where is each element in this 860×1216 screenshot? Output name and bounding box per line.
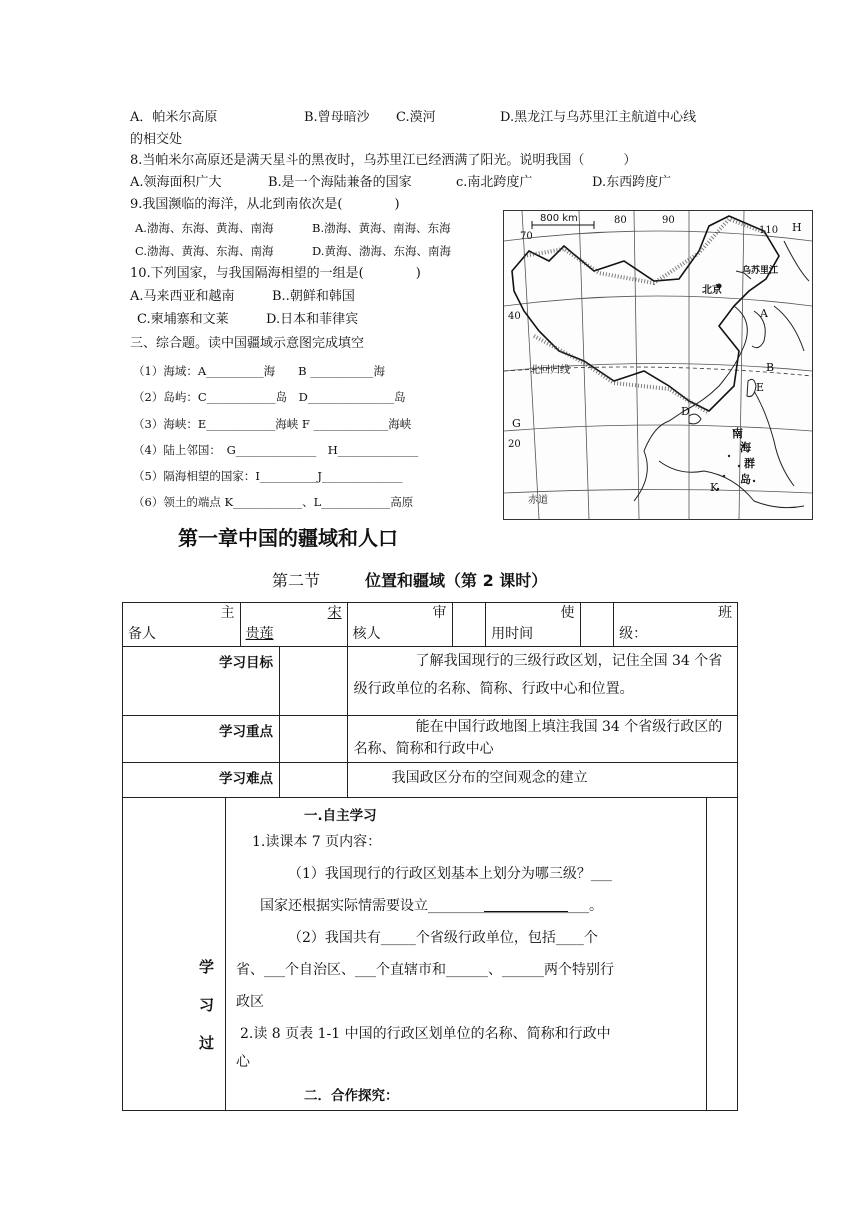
section3-item-4: （4）陆上邻国： G______________ H______________ xyxy=(133,443,419,457)
process-line-1: 1.读课本 7 页内容： xyxy=(252,834,382,850)
use-time-value-cell xyxy=(580,603,614,647)
q8-option-c: c.南北跨度广 xyxy=(456,175,533,190)
use-time-label-cell: 使 用时间 xyxy=(486,603,580,647)
preparer-label-cell: 主 备人 xyxy=(123,603,241,647)
process-line-7: 2.读 8 页表 1-1 中国的行政区划单位的名称、简称和行政中 xyxy=(240,1026,611,1042)
map-lon-70: 70 xyxy=(520,231,533,242)
reviewer-label-cell: 审 核人 xyxy=(347,603,452,647)
map-lon-110: 110 xyxy=(759,225,779,236)
map-scale-label: 800 km xyxy=(540,213,578,224)
q7-option-c: C.漠河 xyxy=(396,110,436,125)
q10-option-c: C.柬埔寨和文莱 xyxy=(137,312,229,327)
q10-option-b: B..朝鲜和韩国 xyxy=(272,289,355,304)
goal-row xyxy=(123,647,738,716)
q8-stem: 8.当帕米尔高原还是满天星斗的黑夜时，乌苏里江已经洒满了阳光。说明我国（ ） xyxy=(130,153,637,168)
hainan-island xyxy=(689,414,701,424)
process-side-label: 学 习 过 xyxy=(123,798,226,1110)
process-line-5: 省、___个自治区、___个直辖市和______、______两个特别行 xyxy=(236,962,614,978)
q10-option-a: A.马来西亚和越南 xyxy=(130,289,235,304)
difficulty-text-cell: 我国政区分布的空间观念的建立 xyxy=(347,763,737,798)
map-label-dao: 岛 xyxy=(740,473,751,486)
section3-heading: 三、综合题。读中国疆域示意图完成填空 xyxy=(130,336,365,351)
q10-stem: 10.下列国家，与我国隔海相望的一组是( ) xyxy=(130,266,421,281)
reviewer-name-cell xyxy=(452,603,486,647)
class-cell: 班 级： xyxy=(614,603,738,647)
map-label-g: G xyxy=(512,417,521,430)
map-label-tropic: 北回归线 xyxy=(530,365,570,376)
process-cell xyxy=(123,798,738,1111)
lesson-plan-table xyxy=(122,602,738,1111)
q7-option-d-cont: 的相交处 xyxy=(130,132,183,147)
map-label-d: D xyxy=(681,405,690,418)
process-line-3: 国家还根据实际情需要设立_______________________。 xyxy=(260,898,603,914)
key-row xyxy=(123,716,738,763)
section3-item-6: （6）领土的端点 K____________、L____________高原 xyxy=(133,495,414,509)
q7-option-b: B.曾母暗沙 xyxy=(304,110,370,125)
goal-text-cell: 了解我国现行的三级行政区划，记住全国 34 个省 级行政单位的名称、简称、行政中心和位置。 xyxy=(347,647,737,716)
process-row xyxy=(123,798,738,1111)
map-label-h: H xyxy=(792,221,802,234)
process-line-8: 心 xyxy=(236,1054,250,1070)
q10-option-d: D.日本和菲律宾 xyxy=(266,312,359,327)
chapter-title: 第一章中国的疆域和人口 xyxy=(178,526,398,550)
process-content xyxy=(226,798,707,1110)
map-label-qun: 群 xyxy=(744,457,755,470)
q9-stem: 9.我国濒临的海洋，从北到南依次是( ) xyxy=(130,197,400,212)
china-border xyxy=(512,216,779,411)
q8-option-b: B.是一个海陆兼备的国家 xyxy=(268,175,412,190)
section3-item-3: （3）海峡：E____________海峡 F _____________海峡 xyxy=(133,417,412,431)
process-line-2: （1）我国现行的行政区划基本上划分为哪三级？___ xyxy=(288,866,612,882)
map-label-a: A xyxy=(760,307,768,320)
section3-item-5: （5）隔海相望的国家：I__________J______________ xyxy=(133,469,403,483)
process-line-4: （2）我国共有_____个省级行政单位，包括____个 xyxy=(288,930,598,946)
section3-item-2: （2）岛屿：C____________岛 D_______________岛 xyxy=(133,390,406,404)
china-territory-map xyxy=(503,210,813,520)
key-label-cell: 学习重点 xyxy=(123,716,348,763)
map-label-e: E xyxy=(756,381,765,394)
map-label-k: K xyxy=(710,481,719,494)
section3-item-1: （1）海域：A__________海 B ___________海 xyxy=(133,364,385,378)
key-text-cell: 能在中国行政地图上填注我国 34 个省级行政区的 名称、简称和行政中心 xyxy=(347,716,737,763)
taiwan-island xyxy=(747,379,756,396)
border-hatching xyxy=(524,219,766,413)
goal-label-cell: 学习目标 xyxy=(123,647,348,716)
difficulty-label-cell: 学习难点 xyxy=(123,763,348,798)
map-label-b: B xyxy=(766,361,775,374)
process-line-6: 政区 xyxy=(236,994,264,1010)
q9-option-d: D.黄海、渤海、东海、南海 xyxy=(312,244,451,258)
map-lon-80: 80 xyxy=(614,215,627,226)
process-right-column xyxy=(707,798,737,1110)
q9-option-c: C.渤海、黄海、东海、南海 xyxy=(135,244,274,258)
map-lat-20: 20 xyxy=(508,439,521,450)
lesson-title: 位置和疆域（第 2 课时） xyxy=(365,571,548,590)
map-label-hai: 海 xyxy=(740,441,751,454)
q8-option-d: D.东西跨度广 xyxy=(592,175,672,190)
cooperation-heading: 二．合作探究： xyxy=(304,1088,399,1104)
q8-option-a: A.领海面积广大 xyxy=(130,175,222,190)
map-label-nan: 南 xyxy=(732,427,743,440)
q7-option-d: D.黑龙江与乌苏里江主航道中心线 xyxy=(500,110,697,125)
preparer-name-cell: 宋 贵莲 xyxy=(240,603,347,647)
section-number: 第二节 xyxy=(272,571,321,590)
q7-option-a: A．帕米尔高原 xyxy=(130,110,218,125)
map-label-wusuli: 乌苏里江 xyxy=(742,266,779,276)
q9-option-a: A.渤海、东海、黄海、南海 xyxy=(135,221,274,235)
map-label-beijing: 北京 xyxy=(702,285,722,296)
q9-option-b: B.渤海、黄海、南海、东海 xyxy=(312,221,451,235)
self-study-heading: 一.自主学习 xyxy=(304,808,377,824)
map-lat-40: 40 xyxy=(508,311,521,322)
map-lon-90: 90 xyxy=(662,215,675,226)
difficulty-row xyxy=(123,763,738,798)
map-label-equator: 赤道 xyxy=(528,495,548,506)
header-row xyxy=(123,603,738,647)
